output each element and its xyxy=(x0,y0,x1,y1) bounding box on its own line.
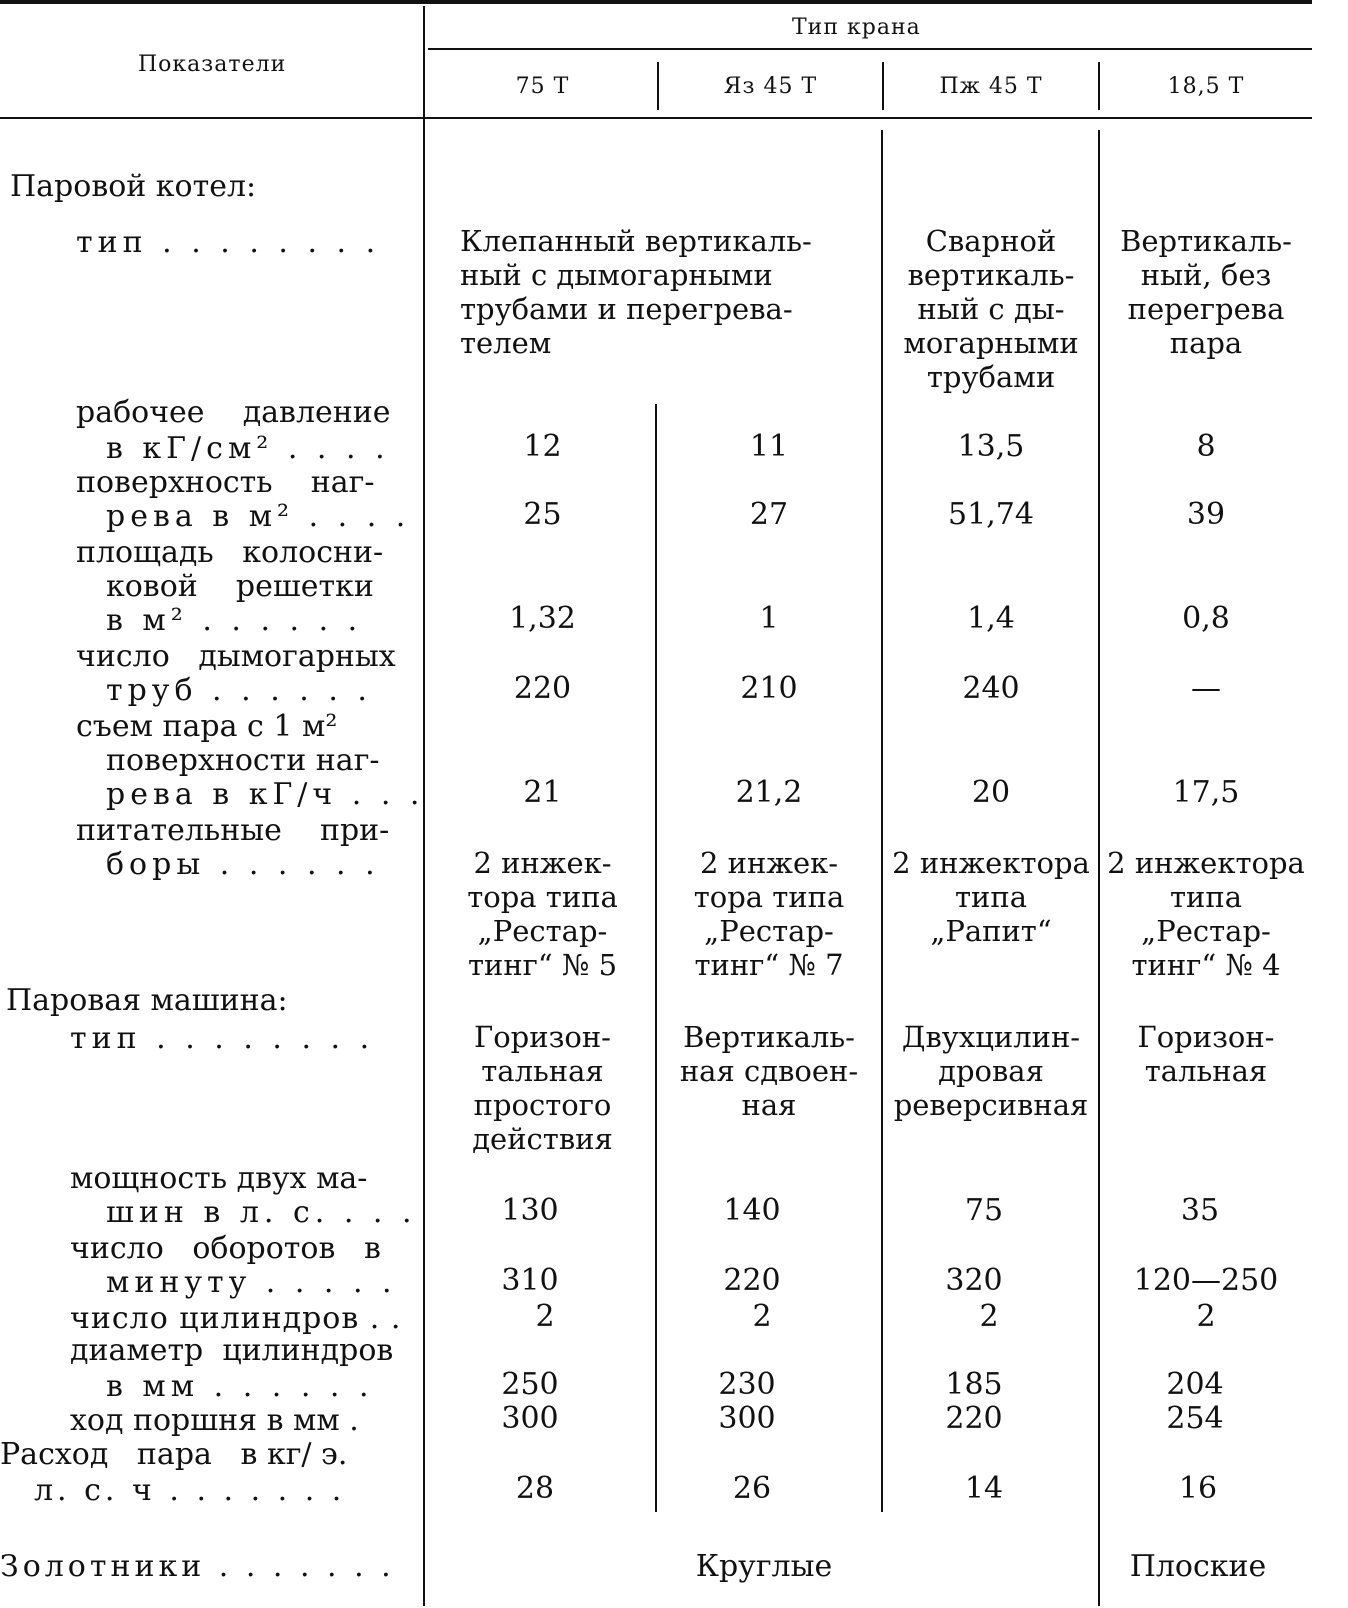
pressure-pzh45t: 13,5 xyxy=(957,429,1025,464)
row-label-boiler-type: тип . . . . . . . . xyxy=(76,225,381,260)
engine-type-75t: Горизон- тальная простого действия xyxy=(472,1020,613,1156)
power-yaz45t: 140 xyxy=(723,1193,781,1228)
col-header-yaz45t: Яз 45 Т xyxy=(723,74,818,99)
row-label-rpm-2: минуту . . . . . xyxy=(106,1265,397,1300)
rpm-75t: 310 xyxy=(501,1263,559,1298)
consumption-pzh45t: 14 xyxy=(964,1471,1004,1506)
valves-shared: Круглые xyxy=(695,1549,833,1584)
row-label-feed-2: боры . . . . . . xyxy=(106,847,380,882)
row-label-power-1: мощность двух ма- xyxy=(70,1161,368,1196)
feed-75t: 2 инжек- тора типа „Рестар- тинг“ № 5 xyxy=(467,846,618,982)
feed-yaz45t: 2 инжек- тора типа „Рестар- тинг“ № 7 xyxy=(693,846,845,982)
rpm-18-5t: 120—250 xyxy=(1133,1263,1279,1298)
row-label-pressure-2: в кГ/см² . . . . xyxy=(106,431,390,466)
row-label-rpm-1: число оборотов в xyxy=(70,1231,381,1266)
cylinders-18-5t: 2 xyxy=(1196,1299,1216,1334)
boiler-type-pzh: Сварной вертикаль- ный с ды- могарными трубами xyxy=(903,224,1079,394)
steam-output-pzh45t: 20 xyxy=(971,775,1011,810)
row-label-feed-1: питательные при- xyxy=(76,813,390,848)
stroke-yaz45t: 300 xyxy=(718,1401,776,1436)
heating-18-5t: 39 xyxy=(1186,497,1226,532)
boiler-type-75-yaz-shared: Клепанный вертикаль- ный с дымогарными трубами и перегрева- телем xyxy=(460,224,812,360)
cylinders-75t: 2 xyxy=(535,1299,555,1334)
boiler-type-18-5t: Вертикаль- ный, без перегрева пара xyxy=(1120,224,1292,360)
row-label-heating-1: поверхность наг- xyxy=(76,465,375,500)
heating-75t: 25 xyxy=(523,497,562,532)
stroke-pzh45t: 220 xyxy=(945,1401,1003,1436)
engine-type-yaz45t: Вертикаль- ная сдвоен- ная xyxy=(679,1020,859,1122)
row-label-stroke: ход поршня в мм . xyxy=(70,1403,359,1438)
stroke-75t: 300 xyxy=(501,1401,559,1436)
tubes-yaz45t: 210 xyxy=(740,671,798,706)
feed-18-5t: 2 инжектора типа „Рестар- тинг“ № 4 xyxy=(1107,846,1305,982)
row-label-grate-2: ковой решетки xyxy=(106,569,374,604)
grate-yaz45t: 1 xyxy=(759,601,779,636)
col-header-18-5t: 18,5 Т xyxy=(1167,74,1245,99)
cylinders-pzh45t: 2 xyxy=(979,1299,999,1334)
col-header-75t: 75 Т xyxy=(515,74,570,99)
power-18-5t: 35 xyxy=(1180,1193,1220,1228)
stroke-18-5t: 254 xyxy=(1166,1401,1224,1436)
row-label-steam-output-2: поверхности наг- xyxy=(106,743,380,778)
row-label-heating-2: рева в м² . . . . xyxy=(106,499,411,534)
steam-output-yaz45t: 21,2 xyxy=(735,775,803,810)
bore-pzh45t: 185 xyxy=(945,1367,1003,1402)
header-mid-rule xyxy=(428,48,1312,50)
row-label-grate-1: площадь колосни- xyxy=(76,535,384,570)
tubes-pzh45t: 240 xyxy=(962,671,1020,706)
consumption-yaz45t: 26 xyxy=(732,1471,772,1506)
pressure-yaz45t: 11 xyxy=(749,429,789,464)
pressure-18-5t: 8 xyxy=(1196,429,1216,464)
grate-18-5t: 0,8 xyxy=(1182,601,1230,636)
power-75t: 130 xyxy=(501,1193,559,1228)
steam-output-75t: 21 xyxy=(523,775,562,810)
heating-yaz45t: 27 xyxy=(749,497,789,532)
consumption-75t: 28 xyxy=(515,1471,555,1506)
section-boiler: Паровой котел: xyxy=(10,169,257,204)
row-label-power-2: шин в л. с. . . . xyxy=(106,1195,417,1230)
bore-18-5t: 204 xyxy=(1166,1367,1224,1402)
row-label-consumption-2: л. с. ч . . . . . . . xyxy=(34,1473,346,1508)
row-label-steam-output-3: рева в кГ/ч . . . xyxy=(106,777,425,812)
section-engine: Паровая машина: xyxy=(6,983,288,1018)
row-label-steam-output-1: съем пара с 1 м² xyxy=(76,709,338,744)
cylinders-yaz45t: 2 xyxy=(752,1299,772,1334)
bore-75t: 250 xyxy=(501,1367,559,1402)
row-label-tubes-2: труб . . . . . . xyxy=(106,673,372,708)
row-label-valves: Золотники . . . . . . . xyxy=(0,1549,395,1584)
crane-type-header: Тип крана xyxy=(792,15,921,40)
tubes-18-5t: — xyxy=(1191,671,1221,706)
pressure-75t: 12 xyxy=(523,429,562,464)
consumption-18-5t: 16 xyxy=(1178,1471,1218,1506)
valves-18-5t: Плоские xyxy=(1129,1549,1267,1584)
heating-pzh45t: 51,74 xyxy=(948,497,1034,532)
power-pzh45t: 75 xyxy=(964,1193,1004,1228)
row-label-consumption-1: Расход пара в кг/ э. xyxy=(0,1437,348,1472)
grate-75t: 1,32 xyxy=(509,601,576,636)
row-label-pressure-1: рабочее давление xyxy=(76,395,391,430)
top-rule xyxy=(0,0,1312,4)
engine-type-pzh45t: Двухцилин- дровая реверсивная xyxy=(893,1020,1089,1122)
tubes-75t: 220 xyxy=(513,671,572,706)
col-rule-2-body xyxy=(881,130,883,1512)
grate-pzh45t: 1,4 xyxy=(967,601,1015,636)
steam-output-18-5t: 17,5 xyxy=(1172,775,1240,810)
row-label-engine-type: тип . . . . . . . . xyxy=(70,1021,375,1056)
row-label-tubes-1: число дымогарных xyxy=(76,639,396,674)
row-label-cylinders: число цилиндров . . xyxy=(70,1301,402,1336)
engine-type-18-5t: Горизон- тальная xyxy=(1137,1020,1275,1088)
row-label-bore-2: в мм . . . . . . xyxy=(106,1369,374,1404)
indicators-header: Показатели xyxy=(138,52,287,77)
header-bottom-rule xyxy=(0,117,1312,119)
rpm-yaz45t: 220 xyxy=(723,1263,781,1298)
col-header-pzh45t: Пж 45 Т xyxy=(939,74,1043,99)
rpm-pzh45t: 320 xyxy=(945,1263,1003,1298)
bore-yaz45t: 230 xyxy=(718,1367,776,1402)
row-label-bore-1: диаметр цилиндров xyxy=(70,1333,394,1368)
row-label-grate-3: в м² . . . . . . xyxy=(106,603,363,638)
feed-pzh45t: 2 инжектора типа „Рапит“ xyxy=(892,846,1090,948)
